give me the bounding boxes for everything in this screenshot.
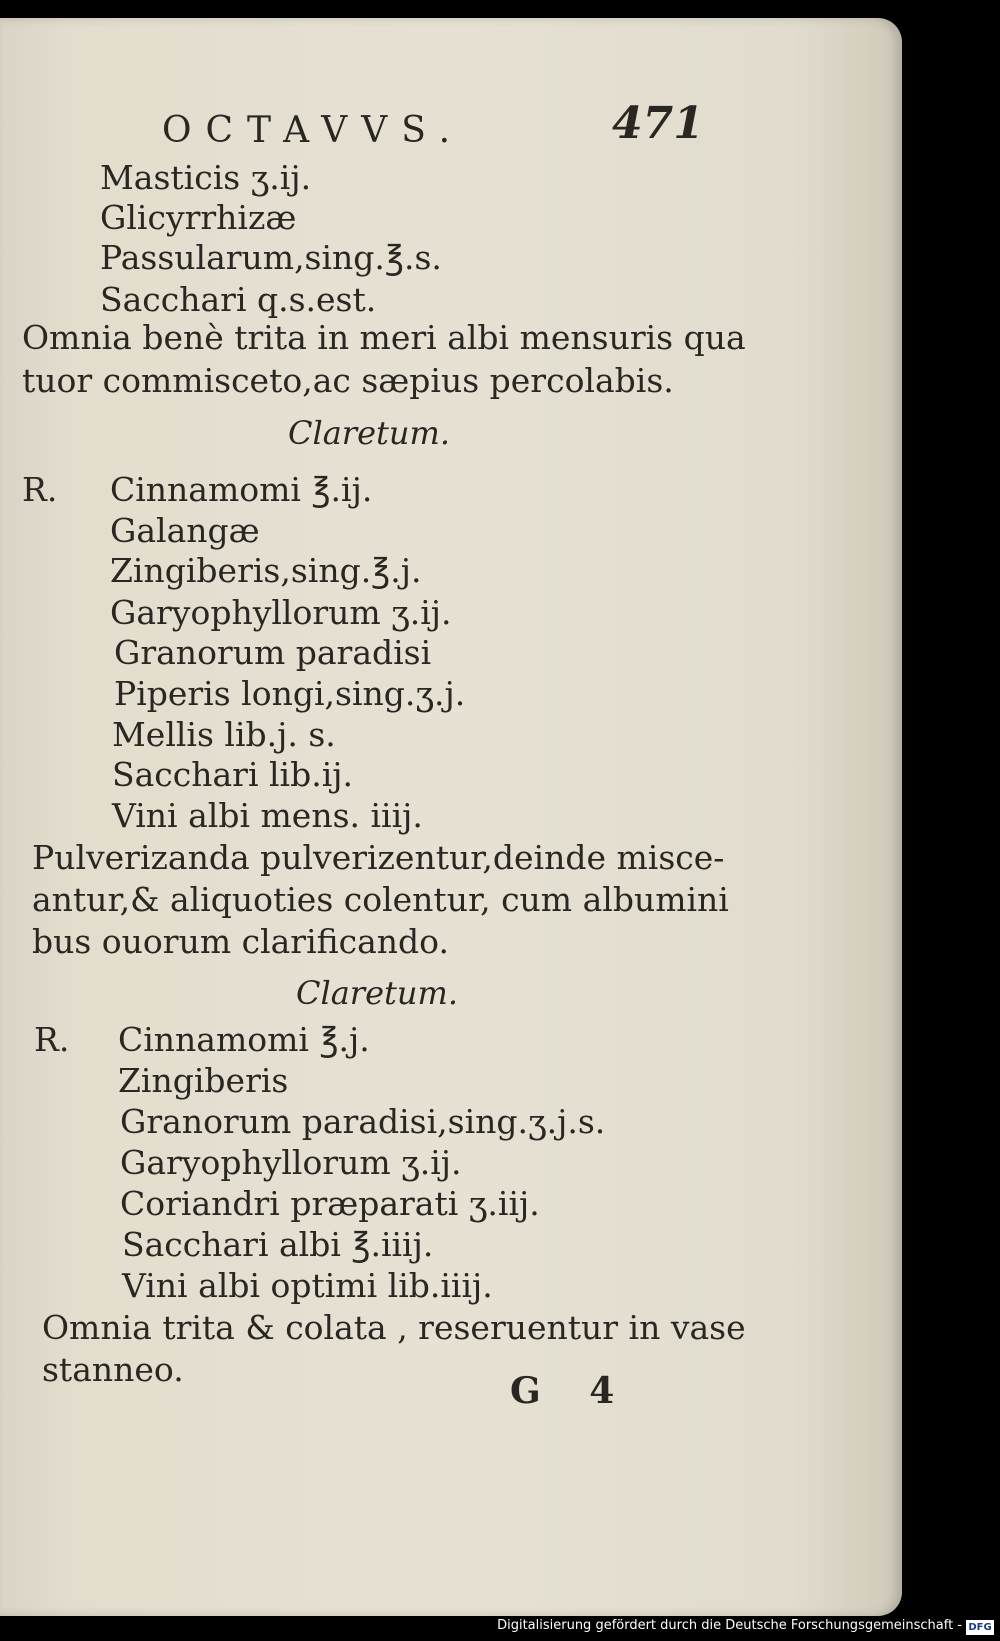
text-line: Vini albi optimi lib.iiij. — [122, 1266, 493, 1305]
text-line: Cinnamomi ℥.j. — [118, 1020, 370, 1059]
text-line: Sacchari albi ℥.iiij. — [122, 1225, 434, 1264]
running-title: OCTAVVS. — [162, 110, 465, 151]
text-line: Sacchari lib.ij. — [112, 755, 353, 794]
text-line: Omnia benè trita in meri albi mensuris qua — [22, 318, 746, 357]
text-line: tuor commisceto,ac sæpius percolabis. — [22, 361, 674, 400]
recipe-mark: R. — [22, 470, 58, 509]
text-line: Sacchari q.s.est. — [100, 280, 377, 319]
text-line: Passularum,sing.℥.s. — [100, 238, 442, 277]
text-line: stanneo. — [42, 1350, 184, 1389]
text-line: bus ouorum clarificando. — [32, 922, 449, 961]
section-title: Claretum. — [288, 414, 451, 452]
text-line: Piperis longi,sing.ʒ.j. — [114, 674, 466, 713]
text-line: Cinnamomi ℥.ij. — [110, 470, 373, 509]
section-title: Claretum. — [296, 974, 459, 1012]
text-line: Coriandri præparati ʒ.iij. — [120, 1184, 540, 1223]
text-line: Galangæ — [110, 511, 260, 550]
text-line: Garyophyllorum ʒ.ij. — [110, 593, 452, 632]
text-line: Glicyrrhizæ — [100, 198, 297, 237]
text-line: antur,& aliquoties colentur, cum albumini — [32, 880, 729, 919]
page-number: 471 — [612, 98, 704, 149]
recipe-mark: R. — [34, 1020, 70, 1059]
book-page — [0, 18, 902, 1616]
signature-mark: G 4 — [510, 1370, 633, 1412]
text-line: Pulverizanda pulverizentur,deinde misce- — [32, 838, 725, 877]
text-line: Granorum paradisi — [114, 633, 432, 672]
footer-bar — [0, 1616, 1000, 1641]
text-line: Mellis lib.j. s. — [112, 715, 336, 754]
text-line: Omnia trita & colata , reseruentur in vase — [42, 1308, 746, 1347]
text-line: Granorum paradisi,sing.ʒ.j.s. — [120, 1102, 606, 1141]
text-line: Masticis ʒ.ij. — [100, 158, 312, 197]
text-line: Garyophyllorum ʒ.ij. — [120, 1143, 462, 1182]
text-line: Zingiberis — [118, 1061, 289, 1100]
digitization-credit: Digitalisierung gefördert durch die Deutsche Forschungsgemeinschaft - — [497, 1618, 962, 1633]
dfg-logo: DFG — [966, 1620, 994, 1635]
text-line: Vini albi mens. iiij. — [112, 796, 423, 835]
text-line: Zingiberis,sing.℥.j. — [110, 551, 422, 590]
